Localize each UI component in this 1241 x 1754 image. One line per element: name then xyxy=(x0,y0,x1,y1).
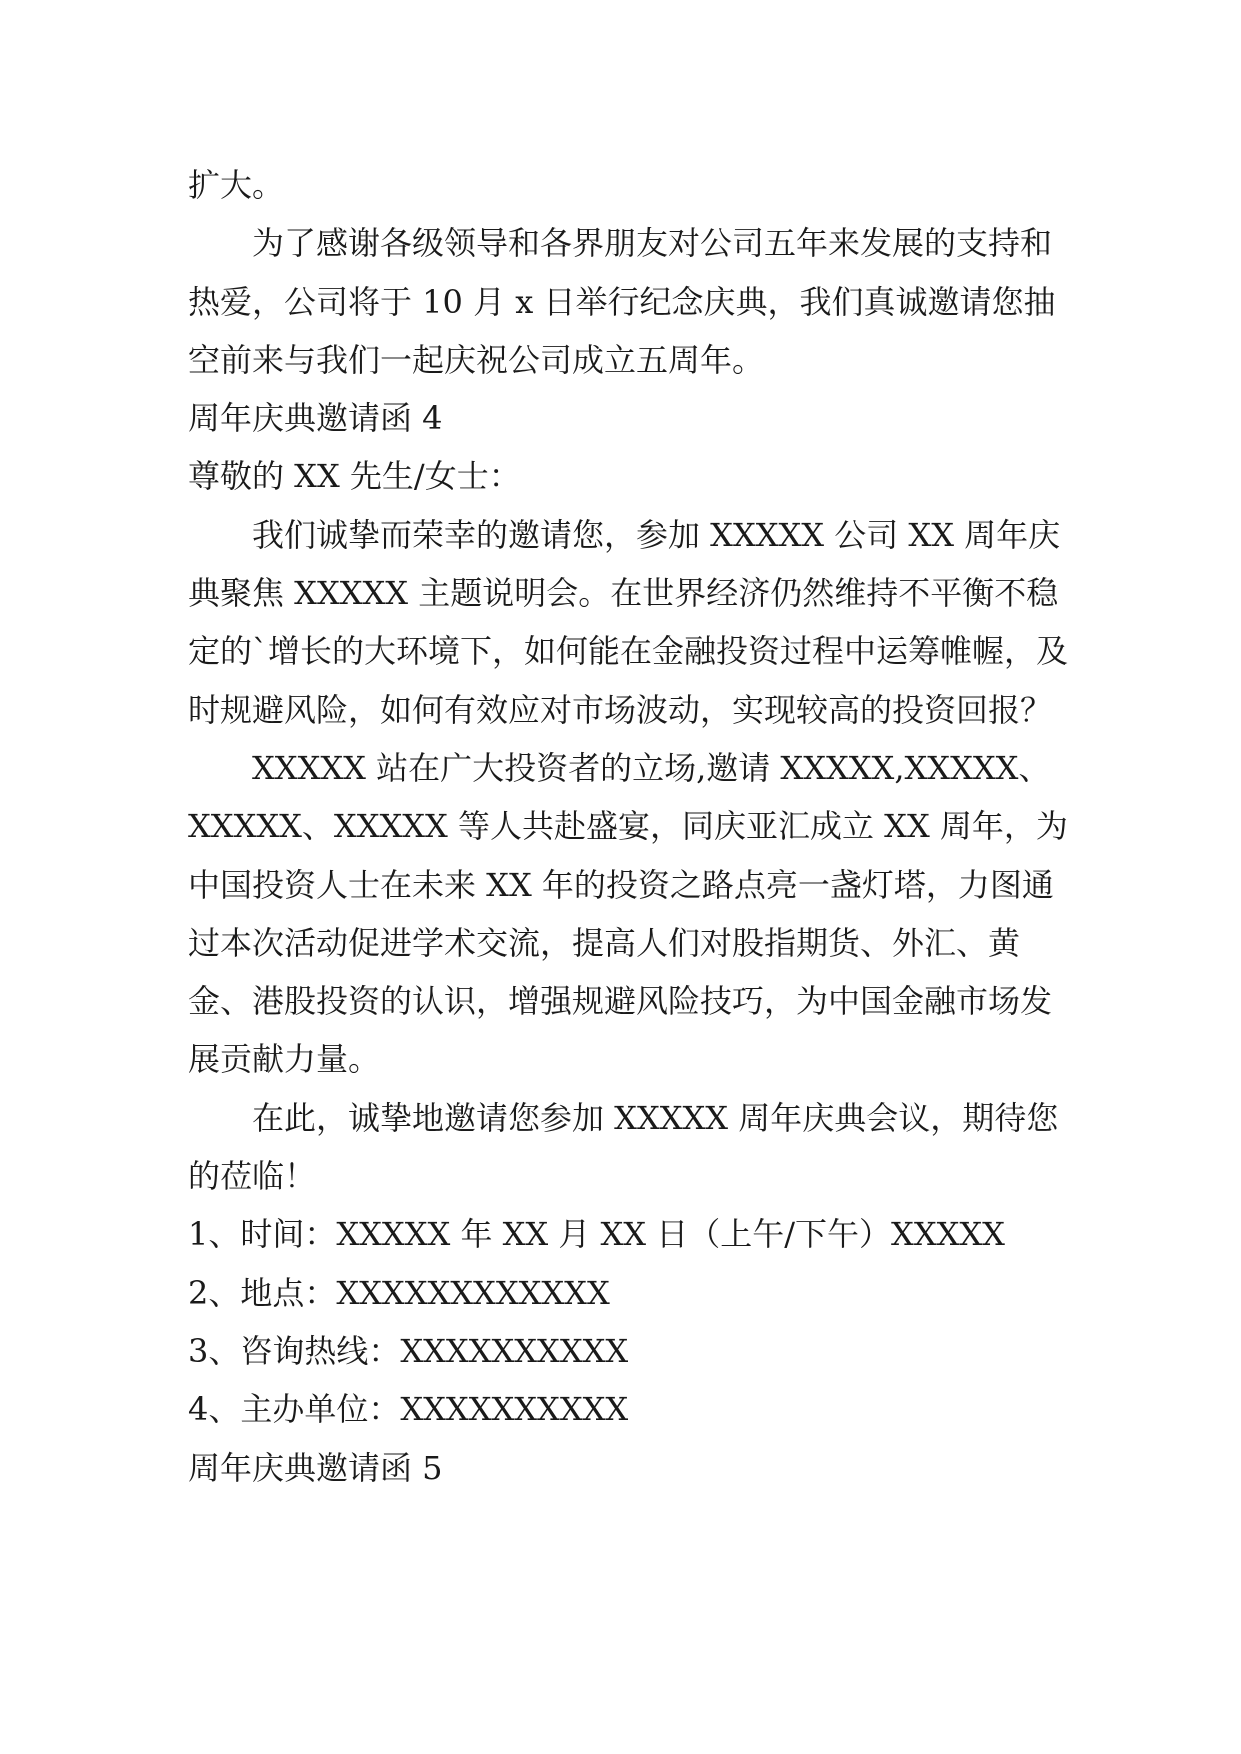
paragraph-intro: 我们诚挚而荣幸的邀请您，参加 XXXXX 公司 XX 周年庆典聚焦 XXXXX 主题说明会。在世界经济仍然维持不平衡不稳定的`增长的大环境下，如何能在金融投资过程中运筹帷幄，及时规避风险，如何有效应对市场波动，实现较高的投资回报？ xyxy=(188,515,1069,729)
list-item-time: 1、时间：XXXXX 年 XX 月 XX 日（上午/下午）XXXXX xyxy=(188,1215,1005,1254)
paragraph-thanks: 为了感谢各级领导和各界朋友对公司五年来发展的支持和热爱，公司将于 10 月 x 日举行纪念庆典，我们真诚邀请您抽空前来与我们一起庆祝公司成立五周年。 xyxy=(188,224,1056,379)
list-item-location: 2、地点：XXXXXXXXXXXX xyxy=(188,1273,610,1312)
document-body xyxy=(188,156,1068,1497)
salutation: 尊敬的 XX 先生/女士： xyxy=(188,457,521,496)
list-item-organizer: 4、主办单位：XXXXXXXXXX xyxy=(188,1390,629,1429)
heading-invitation-4: 周年庆典邀请函 4 xyxy=(188,399,443,438)
paragraph-purpose: XXXXX 站在广大投资者的立场,邀请 XXXXX,XXXXX、XXXXX、XXXXX 等人共赴盛宴，同庆亚汇成立 XX 周年，为中国投资人士在未来 XX 年的投资之路点亮一盏灯塔，力图通过本次活动促进学术交流，提高人们对股指期货、外汇、黄金、港股投资的认识，增强规避风险技巧，为中国金融市场发展贡献力量。 xyxy=(188,748,1068,1079)
heading-invitation-5: 周年庆典邀请函 5 xyxy=(188,1448,443,1487)
list-item-hotline: 3、咨询热线：XXXXXXXXXX xyxy=(188,1331,629,1370)
paragraph-continuation: 扩大。 xyxy=(188,166,285,204)
paragraph-invite: 在此，诚挚地邀请您参加 XXXXX 周年庆典会议，期待您的莅临！ xyxy=(188,1098,1059,1196)
